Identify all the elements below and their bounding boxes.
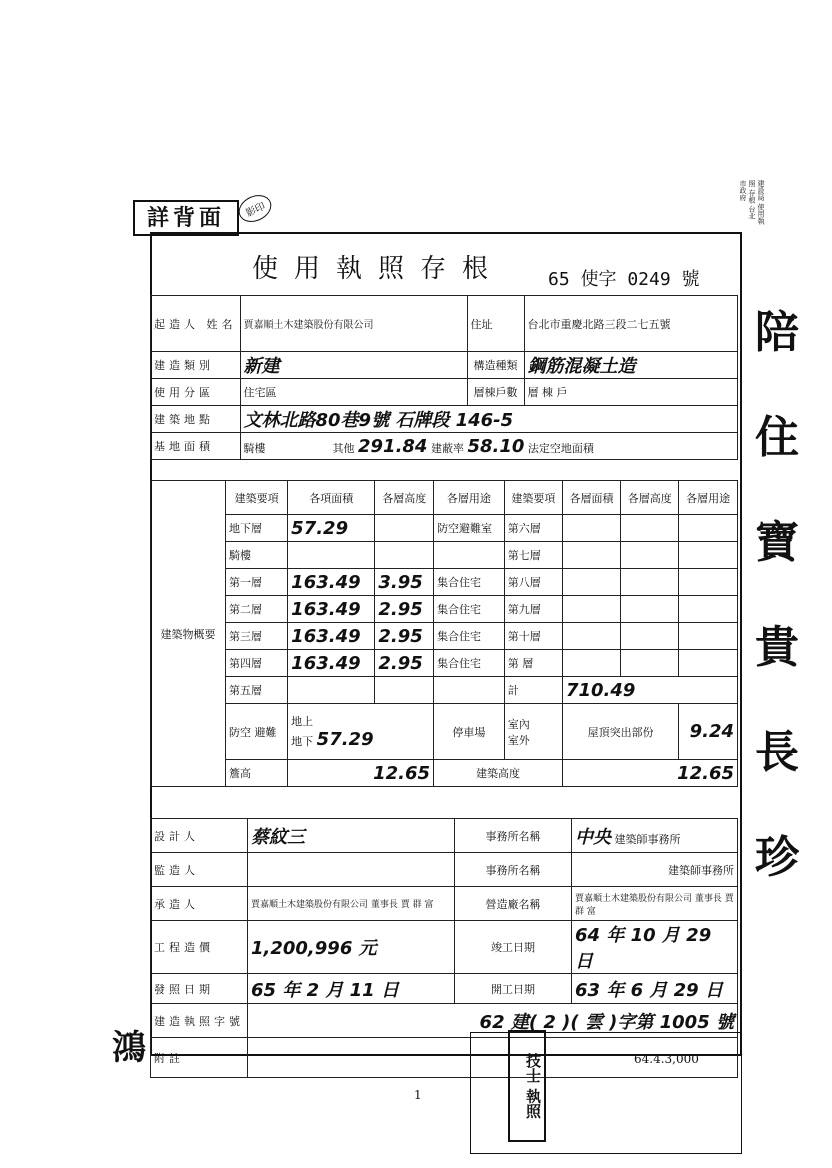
right-char: 珍	[755, 832, 799, 883]
table-row	[151, 596, 738, 623]
row-label: 第二層	[226, 596, 288, 623]
issue-label: 發照日期	[151, 974, 248, 1004]
detail-back-stamp: 詳背面	[133, 200, 239, 236]
office-suffix: 建築師事務所	[614, 832, 681, 846]
right-char: 寶	[755, 517, 799, 568]
height-row	[151, 760, 738, 787]
row-label-2: 第十層	[504, 623, 562, 650]
parking-values	[504, 704, 562, 760]
page-number: 1	[414, 1088, 422, 1102]
above-label: 地上	[291, 715, 314, 728]
designer-label: 設計人	[151, 819, 248, 853]
tech-stamp: 技士 執照	[508, 1030, 546, 1142]
row-area	[288, 542, 375, 569]
row-label-2: 第 層	[504, 650, 562, 677]
col-header-2: 各項面積	[288, 481, 375, 515]
land-row	[240, 433, 738, 460]
supervisor-suffix: 建築師事務所	[572, 853, 738, 887]
row-area: 163.49	[288, 596, 375, 623]
indoor-label: 室內	[507, 717, 530, 731]
start-value: 63 年 6 月 29 日	[572, 974, 738, 1004]
outdoor-label: 室外	[507, 733, 530, 747]
permit-value: 62 建( 2 )( 雲 )字第 1005 號	[248, 1004, 738, 1038]
permit-label: 建造執照字號	[151, 1004, 248, 1038]
row-label: 第四層	[226, 650, 288, 677]
eave-label: 簷高	[226, 760, 288, 787]
permit-number: 65 使字 0249 號	[548, 269, 700, 290]
row-label: 騎樓	[226, 542, 288, 569]
row-height: 2.95	[375, 596, 434, 623]
row-use	[434, 542, 505, 569]
row-label: 第三層	[226, 623, 288, 650]
row-height	[375, 542, 434, 569]
right-char: 陪	[755, 307, 799, 358]
row-label-2: 第七層	[504, 542, 562, 569]
other-value: 291.84	[358, 435, 428, 457]
fangkong-label: 防空 避難	[226, 704, 288, 760]
row-height: 3.95	[375, 569, 434, 596]
col-header-5: 建築要項	[504, 481, 562, 515]
floors-label: 層棟戶數	[467, 379, 524, 406]
row-use: 集合住宅	[434, 623, 505, 650]
zone-label: 使用分區	[151, 379, 241, 406]
below-label: 地下	[291, 735, 314, 748]
row-label-2: 計	[504, 677, 562, 704]
other-label: 其他	[332, 441, 355, 455]
right-char: 貴	[755, 622, 799, 673]
row-use	[434, 677, 505, 704]
roof-value: 9.24	[679, 704, 738, 760]
col-header-7: 各層高度	[621, 481, 679, 515]
section-label: 建築物概要	[151, 481, 226, 787]
row-use: 集合住宅	[434, 569, 505, 596]
table-row	[151, 650, 738, 677]
structure-label: 構造種類	[467, 352, 524, 379]
row-height: 2.95	[375, 623, 434, 650]
building-table	[150, 480, 738, 787]
row-area: 57.29	[288, 515, 375, 542]
row-use: 防空避難室	[434, 515, 505, 542]
top-right-notes: 建設局 使用執照 存根 台北市政府	[739, 180, 765, 225]
col-header-8: 各層用途	[679, 481, 738, 515]
legal-open-label: 法定空地面積	[527, 441, 594, 455]
office-label-2: 事務所名稱	[455, 853, 572, 887]
designer-name: 蔡紋三	[248, 819, 455, 853]
cost-value: 1,200,996 元	[248, 921, 455, 974]
type-value: 新建	[240, 352, 467, 379]
print-date: 64.4.3,000	[634, 1052, 699, 1066]
col-header-6: 各層面積	[562, 481, 620, 515]
row-height: 2.95	[375, 650, 434, 677]
row-use: 集合住宅	[434, 650, 505, 677]
parking-label: 停車場	[434, 704, 505, 760]
row-height	[375, 515, 434, 542]
coverage-value: 58.10	[467, 435, 525, 457]
start-label: 開工日期	[455, 974, 572, 1004]
row-label: 第一層	[226, 569, 288, 596]
bldg-height-label: 建築高度	[434, 760, 563, 787]
roof-label: 屋頂突出部份	[562, 704, 678, 760]
note-label: 附註	[151, 1038, 248, 1078]
below-value: 57.29	[316, 729, 374, 750]
table-row	[151, 623, 738, 650]
info-table	[150, 295, 738, 460]
builder-name: 賈嘉順土木建築股份有限公司	[240, 296, 467, 352]
office-label: 事務所名稱	[455, 819, 572, 853]
bldg-height-value: 12.65	[562, 760, 737, 787]
type-label: 建造類別	[151, 352, 241, 379]
site-value: 文林北路80巷9號 石牌段 146-5	[240, 406, 738, 433]
left-handwritten-mark: 鴻	[112, 1028, 146, 1068]
structure-value: 鋼筋混凝土造	[524, 352, 738, 379]
fangkong-row	[151, 704, 738, 760]
firm-label: 營造廠名稱	[455, 887, 572, 921]
col-header-3: 各層高度	[375, 481, 434, 515]
fangkong-values	[288, 704, 434, 760]
contractor-label: 承造人	[151, 887, 248, 921]
row-label-2: 第八層	[504, 569, 562, 596]
table-row	[151, 515, 738, 542]
row-height	[375, 677, 434, 704]
contractor-name: 賈嘉順土木建築股份有限公司 董事長 賈 群 富	[248, 887, 455, 921]
arcade-label: 騎樓	[243, 441, 266, 455]
row-area	[288, 677, 375, 704]
cost-label: 工程造價	[151, 921, 248, 974]
land-label: 基地面積	[151, 433, 241, 460]
office-value	[572, 819, 738, 853]
address-value: 台北市重慶北路三段二七五號	[524, 296, 738, 352]
coverage-label: 建蔽率	[430, 441, 464, 455]
office-name: 中央	[575, 826, 611, 848]
builder-label: 起造人 姓名	[151, 296, 241, 352]
copy-stamp: 影印	[234, 190, 275, 227]
row-area: 163.49	[288, 650, 375, 677]
row-area: 163.49	[288, 623, 375, 650]
right-char: 長	[755, 727, 799, 778]
col-header-4: 各層用途	[434, 481, 505, 515]
zone-value: 住宅區	[240, 379, 467, 406]
row-label-2: 第六層	[504, 515, 562, 542]
right-side-characters	[755, 280, 825, 910]
issue-value: 65 年 2 月 11 日	[248, 974, 455, 1004]
right-char: 住	[755, 412, 799, 463]
complete-label: 竣工日期	[455, 921, 572, 974]
eave-value: 12.65	[288, 760, 434, 787]
form-title: 使用執照存根	[252, 254, 505, 284]
row-label: 地下層	[226, 515, 288, 542]
table-row	[151, 542, 738, 569]
table-row	[151, 569, 738, 596]
table-row	[151, 677, 738, 704]
site-label: 建築地點	[151, 406, 241, 433]
row-label-2: 第九層	[504, 596, 562, 623]
supervisor-label: 監造人	[151, 853, 248, 887]
floors-value: 層 棟 戶	[524, 379, 738, 406]
row-area: 163.49	[288, 569, 375, 596]
col-header-1: 建築要項	[226, 481, 288, 515]
total-value: 710.49	[562, 677, 737, 704]
complete-value: 64 年 10 月 29 日	[572, 921, 738, 974]
firm-value: 賈嘉順土木建築股份有限公司 董事長 賈 群 富	[572, 887, 738, 921]
row-use: 集合住宅	[434, 596, 505, 623]
row-label: 第五層	[226, 677, 288, 704]
address-label: 住址	[467, 296, 524, 352]
